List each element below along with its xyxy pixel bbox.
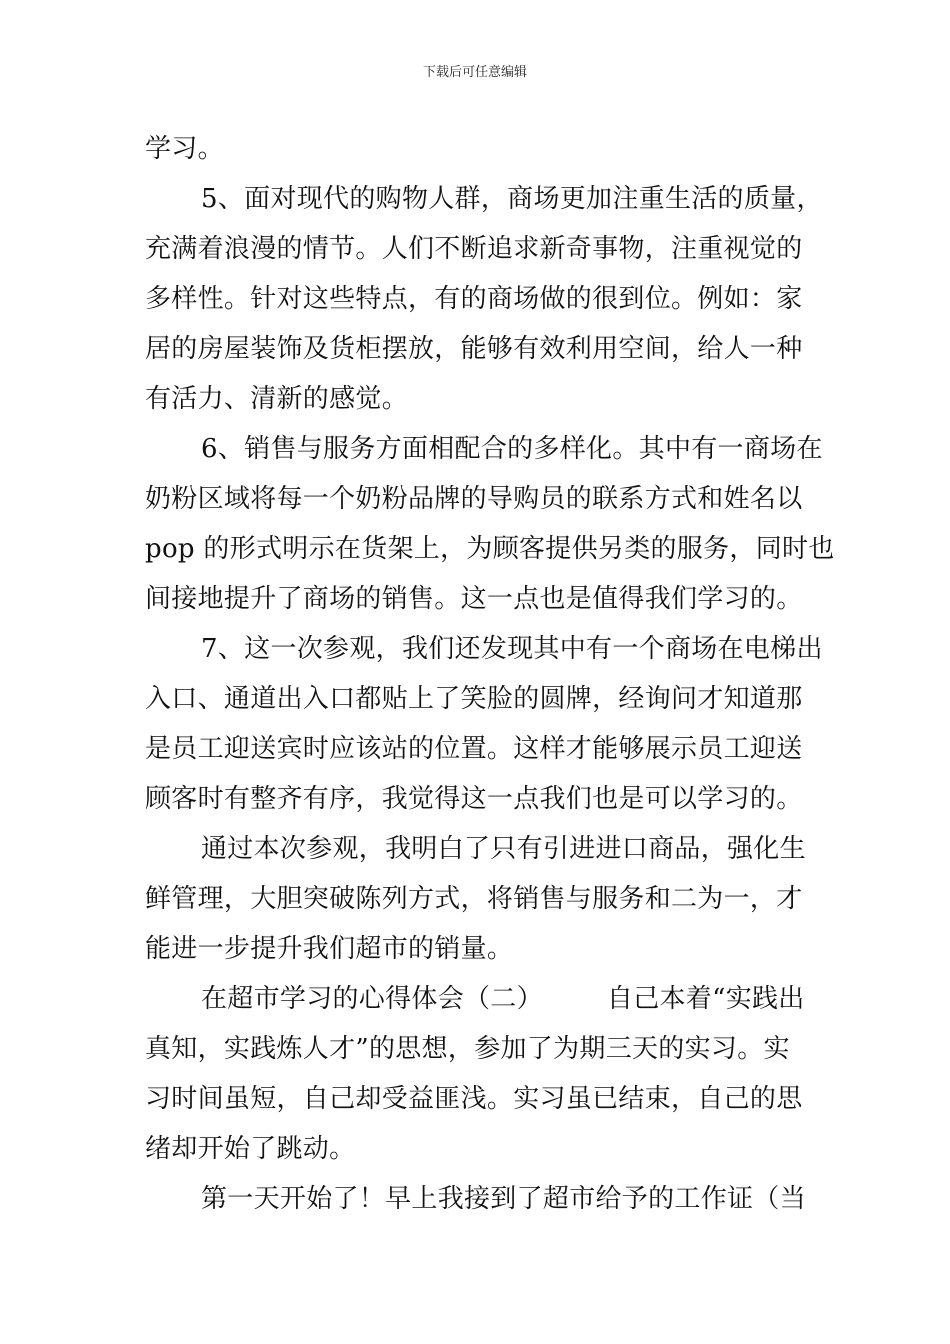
text-line: 真知，实践炼人才”的思想，参加了为期三天的实习。实: [145, 1034, 790, 1064]
paragraph-start-line: 6、销售与服务方面相配合的多样化。其中有一商场在: [201, 434, 823, 464]
text-line: 入口、通道出入口都贴上了笑脸的圆牌，经询问才知道那: [145, 684, 803, 714]
paragraph-start-line: 通过本次参观，我明白了只有引进进口商品，强化生: [201, 834, 806, 864]
text-line: 是员工迎送宾时应该站的位置。这样才能够展示员工迎送: [145, 734, 803, 764]
text-line: 有活力、清新的感觉。: [145, 384, 409, 414]
section-title-line: [145, 974, 810, 1024]
text-line: 绪却开始了跳动。: [145, 1134, 356, 1164]
page-header: 下载后可任意编辑: [422, 65, 527, 80]
text-line: 习时间虽短，自己却受益匪浅。实习虽已结束，自己的思: [145, 1084, 803, 1114]
paragraph-start-line: 7、这一次参观，我们还发现其中有一个商场在电梯出: [201, 634, 823, 664]
paragraph-start-line: 5、面对现代的购物人群，商场更加注重生活的质量，: [201, 184, 823, 214]
document-body: [145, 124, 835, 1224]
text-line: 鲜管理，大胆突破陈列方式，将销售与服务和二为一，才: [145, 884, 803, 914]
text-line: 间接地提升了商场的销售。这一点也是值得我们学习的。: [145, 584, 803, 614]
text-line: 顾客时有整齐有序，我觉得这一点我们也是可以学习的。: [145, 784, 803, 814]
text-line: 居的房屋装饰及货柜摆放，能够有效利用空间，给人一种: [145, 334, 803, 364]
section-intro-text: 自己本着“实践出: [606, 984, 805, 1014]
text-line: pop 的形式明示在货架上，为顾客提供另类的服务，同时也: [145, 534, 835, 564]
text-line: 奶粉区域将每一个奶粉品牌的导购员的联系方式和姓名以: [145, 484, 803, 514]
section-title: 在超市学习的心得体会（二）: [201, 984, 543, 1014]
paragraph-start-line: 第一天开始了！早上我接到了超市给予的工作证（当: [201, 1184, 806, 1214]
text-line: 能进一步提升我们超市的销量。: [145, 934, 514, 964]
text-line: 多样性。针对这些特点，有的商场做的很到位。例如：家: [145, 284, 803, 314]
text-line: 学习。: [145, 134, 224, 164]
text-line: 充满着浪漫的情节。人们不断追求新奇事物，注重视觉的: [145, 234, 803, 264]
